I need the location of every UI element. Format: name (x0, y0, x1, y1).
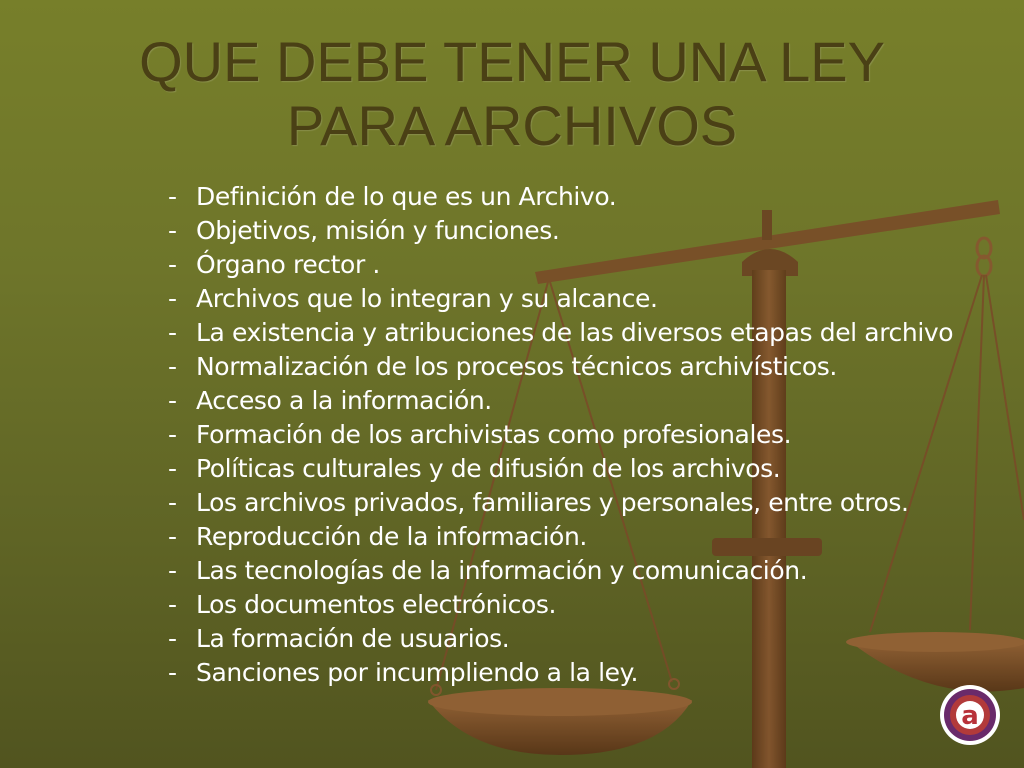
requirements-list (168, 180, 953, 690)
list-item-text: Sanciones por incumpliendo a la ley. (196, 658, 639, 687)
list-item (168, 452, 953, 486)
list-item-text: Los archivos privados, familiares y personales, entre otros. (196, 488, 909, 517)
bullet-marker: - (168, 624, 177, 653)
list-item (168, 384, 953, 418)
list-item-text: Políticas culturales y de difusión de los archivos. (196, 454, 781, 483)
list-item-text: La formación de usuarios. (196, 624, 510, 653)
list-item (168, 248, 953, 282)
list-item-text: Las tecnologías de la información y comunicación. (196, 556, 808, 585)
slide-title (40, 30, 984, 158)
bullet-marker: - (168, 556, 177, 585)
bullet-marker: - (168, 488, 177, 517)
bullet-marker: - (168, 522, 177, 551)
list-item (168, 622, 953, 656)
list-item (168, 418, 953, 452)
bullet-marker: - (168, 590, 177, 619)
list-item-text: Reproducción de la información. (196, 522, 587, 551)
list-item (168, 214, 953, 248)
list-item (168, 520, 953, 554)
list-item (168, 282, 953, 316)
list-item (168, 180, 953, 214)
list-item (168, 350, 953, 384)
title-line-2: PARA ARCHIVOS (286, 94, 738, 157)
list-item (168, 656, 953, 690)
list-item (168, 486, 953, 520)
list-item-text: Órgano rector . (196, 250, 380, 279)
list-item-text: La existencia y atribuciones de las diversos etapas del archivo (196, 318, 954, 347)
list-item (168, 554, 953, 588)
bullet-marker: - (168, 454, 177, 483)
logo-letter: a (961, 701, 979, 731)
bullet-marker: - (168, 352, 177, 381)
bullet-marker: - (168, 658, 177, 687)
bullet-marker: - (168, 318, 177, 347)
circular-a-emblem-logo (939, 684, 1001, 746)
list-item (168, 588, 953, 622)
list-item (168, 316, 953, 350)
bullet-marker: - (168, 182, 177, 211)
bullet-marker: - (168, 216, 177, 245)
list-item-text: Definición de lo que es un Archivo. (196, 182, 617, 211)
bullet-marker: - (168, 250, 177, 279)
list-item-text: Formación de los archivistas como profesionales. (196, 420, 792, 449)
list-item-text: Objetivos, misión y funciones. (196, 216, 560, 245)
list-item-text: Los documentos electrónicos. (196, 590, 557, 619)
bullet-marker: - (168, 284, 177, 313)
list-item-text: Acceso a la información. (196, 386, 492, 415)
title-line-1: QUE DEBE TENER UNA LEY (139, 30, 885, 93)
list-item-text: Archivos que lo integran y su alcance. (196, 284, 658, 313)
bullet-marker: - (168, 386, 177, 415)
bullet-marker: - (168, 420, 177, 449)
list-item-text: Normalización de los procesos técnicos archivísticos. (196, 352, 837, 381)
